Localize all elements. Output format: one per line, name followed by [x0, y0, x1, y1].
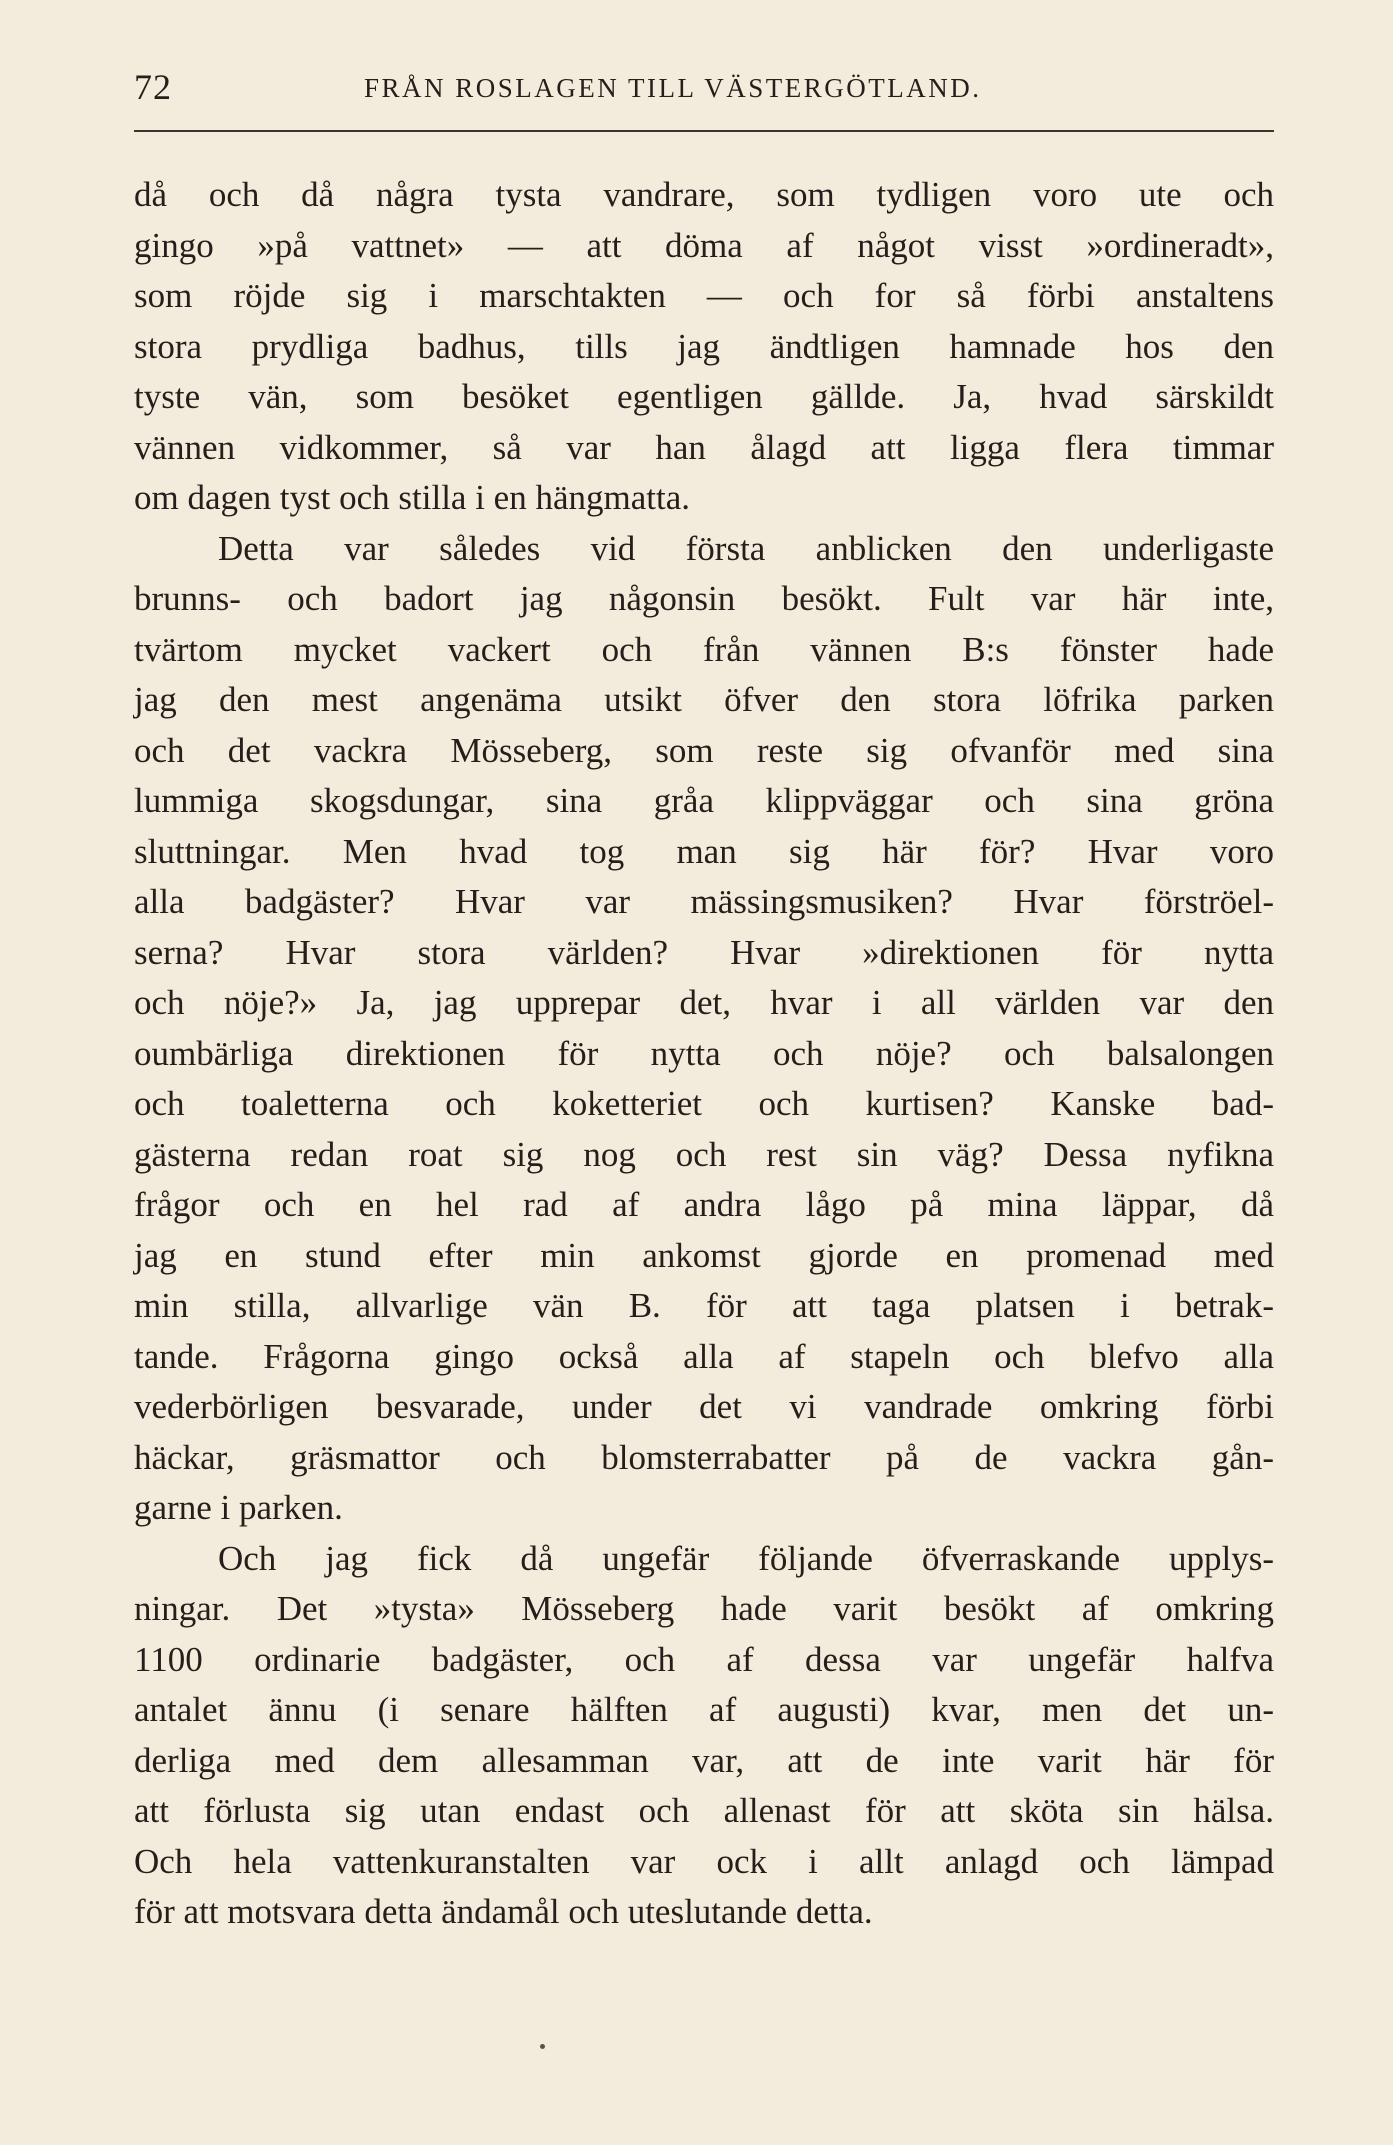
text-line: vännen vidkommer, så var han ålagd att ligga flera timmar — [134, 427, 1274, 467]
text-line: Och jag fick då ungefär följande öfverraskande upplys- — [218, 1538, 1274, 1578]
text-line: för att motsvara detta ändamål och uteslutande detta. — [134, 1892, 873, 1931]
text-line: stora prydliga badhus, tills jag ändtligen hamnade hos den — [134, 326, 1274, 366]
text-line: tvärtom mycket vackert och från vännen B:s fönster hade — [134, 629, 1274, 669]
text-line: 1100 ordinarie badgäster, och af dessa var ungefär halfva — [134, 1639, 1274, 1679]
text-line: sluttningar. Men hvad tog man sig här för? Hvar voro — [134, 831, 1274, 871]
text-line: tyste vän, som besöket egentligen gällde. Ja, hvad särskildt — [134, 377, 1274, 416]
text-line: gingo »på vattnet» — att döma af något visst »ordineradt», — [134, 225, 1274, 265]
text-line: Detta var således vid första anblicken den underligaste — [218, 528, 1274, 568]
ink-speck — [540, 2044, 545, 2049]
text-line: jag den mest angenäma utsikt öfver den stora löfrika parken — [134, 680, 1274, 719]
text-line: brunns- och badort jag någonsin besökt. Fult var här inte, — [134, 579, 1274, 618]
text-line: och toaletterna och koketteriet och kurtisen? Kanske bad- — [134, 1084, 1274, 1123]
text-line: tande. Frågorna gingo också alla af stapeln och blefvo alla — [134, 1336, 1274, 1376]
text-line: och det vackra Mösseberg, som reste sig ofvanför med sina — [134, 730, 1274, 770]
text-line: serna? Hvar stora världen? Hvar »direktionen för nytta — [134, 932, 1274, 972]
text-line: antalet ännu (i senare hälften af augusti) kvar, men det un- — [134, 1690, 1274, 1729]
text-line: och nöje?» Ja, jag upprepar det, hvar i all världen var den — [134, 983, 1274, 1022]
body-text — [134, 170, 1274, 1938]
text-line: oumbärliga direktionen för nytta och nöje? och balsalongen — [134, 1033, 1274, 1073]
text-line: Och hela vattenkuranstalten var ock i allt anlagd och lämpad — [134, 1841, 1274, 1881]
text-line: gästerna redan roat sig nog och rest sin väg? Dessa nyfikna — [134, 1134, 1274, 1174]
text-line: ningar. Det »tysta» Mösseberg hade varit besökt af omkring — [134, 1589, 1274, 1628]
text-line: alla badgäster? Hvar var mässingsmusiken? Hvar förströel- — [134, 882, 1274, 921]
text-line: att förlusta sig utan endast och allenast för att sköta sin hälsa. — [134, 1791, 1274, 1830]
header-rule — [134, 130, 1274, 132]
text-line: om dagen tyst och stilla i en hängmatta. — [134, 478, 690, 517]
text-line: frågor och en hel rad af andra lågo på mina läppar, då — [134, 1185, 1274, 1224]
text-line: som röjde sig i marschtakten — och for så förbi anstaltens — [134, 276, 1274, 315]
text-line: derliga med dem allesamman var, att de inte varit här för — [134, 1740, 1274, 1780]
text-line: vederbörligen besvarade, under det vi vandrade omkring förbi — [134, 1387, 1274, 1426]
text-line: häckar, gräsmattor och blomsterrabatter på de vackra gån- — [134, 1437, 1274, 1477]
text-line: lummiga skogsdungar, sina gråa klippväggar och sina gröna — [134, 781, 1274, 820]
text-line: jag en stund efter min ankomst gjorde en promenad med — [134, 1235, 1274, 1275]
text-line: min stilla, allvarlige vän B. för att taga platsen i betrak- — [134, 1286, 1274, 1325]
text-line: garne i parken. — [134, 1488, 343, 1527]
running-head — [134, 62, 1274, 112]
text-line: då och då några tysta vandrare, som tydligen voro ute och — [134, 175, 1274, 214]
running-title: FRÅN ROSLAGEN TILL VÄSTERGÖTLAND. — [364, 73, 982, 103]
page-number: 72 — [134, 67, 172, 107]
